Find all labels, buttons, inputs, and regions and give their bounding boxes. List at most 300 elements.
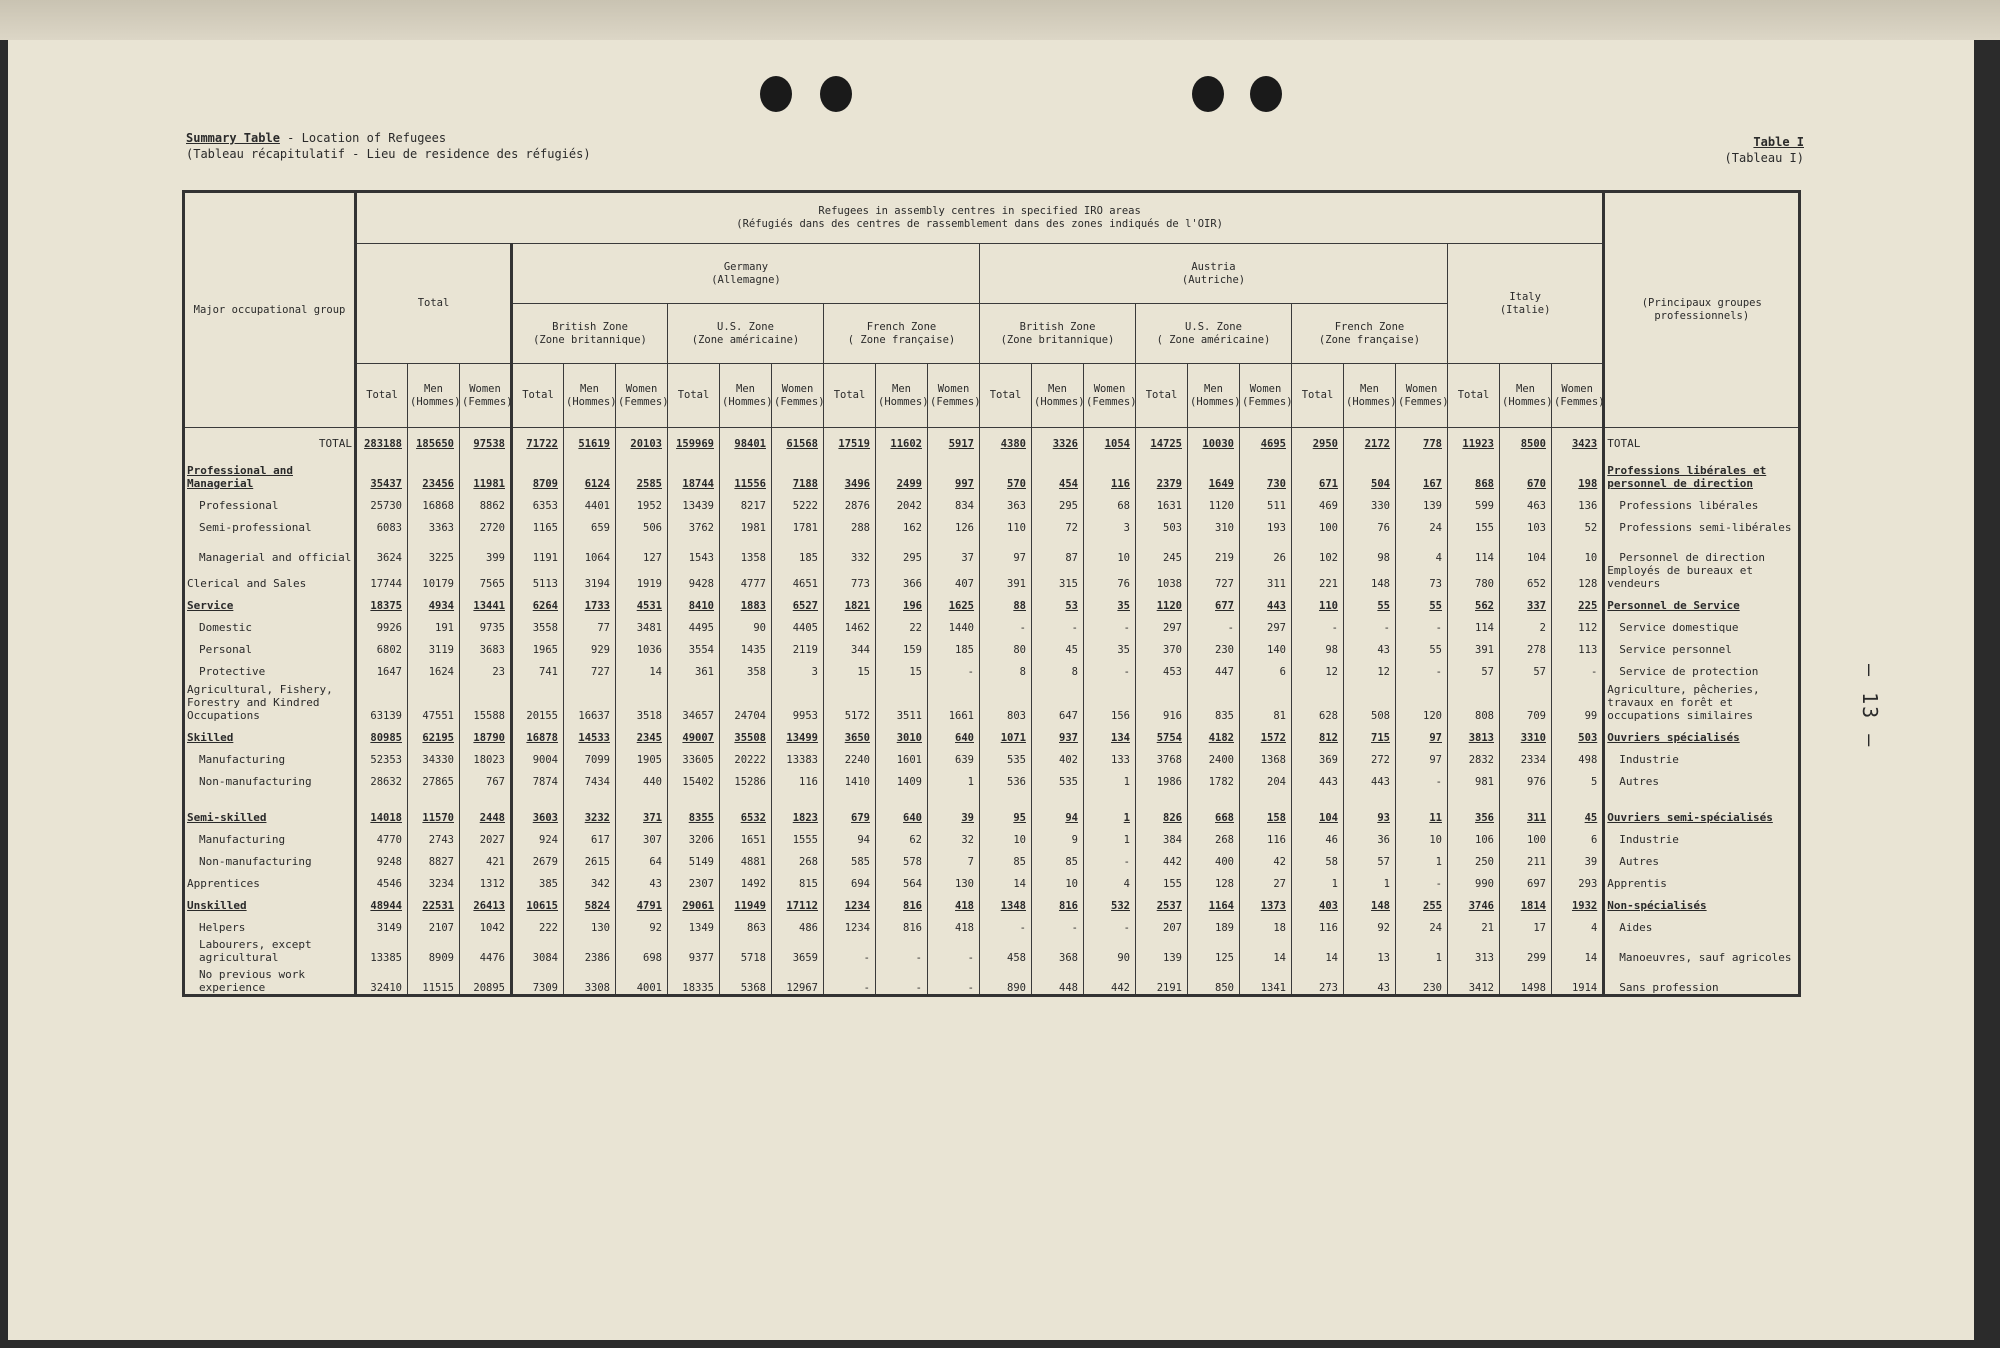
table-cell [772, 766, 824, 788]
cell-value: 1435 [740, 644, 766, 656]
table-cell [1292, 846, 1344, 868]
table-cell [824, 464, 876, 490]
cell-value: 12 [1377, 666, 1390, 678]
table-cell [460, 464, 512, 490]
table-cell [1448, 846, 1500, 868]
table-cell [1188, 934, 1240, 964]
table-cell [928, 512, 980, 534]
cell-value: 51619 [578, 438, 610, 450]
table-cell [1448, 912, 1500, 934]
cell-value: 8410 [688, 600, 714, 612]
cell-value: 4 [1123, 878, 1130, 890]
cell-value: 1631 [1156, 500, 1182, 512]
table-cell [1240, 634, 1292, 656]
table-cell [772, 788, 824, 802]
cell-value: 369 [1319, 754, 1338, 766]
table-cell [1344, 634, 1396, 656]
table-cell [1344, 846, 1396, 868]
table-cell [616, 766, 668, 788]
table-cell [512, 788, 564, 802]
table-cell [408, 612, 460, 634]
table-cell [1188, 490, 1240, 512]
table-cell [1552, 678, 1604, 722]
cell-value: 1234 [844, 900, 870, 912]
table-cell [668, 590, 720, 612]
cell-value: 55 [1429, 600, 1442, 612]
cell-value: 384 [1163, 834, 1182, 846]
cell-value: - [1019, 922, 1026, 934]
cell-value: 1373 [1260, 900, 1286, 912]
cell-value: 1781 [792, 522, 818, 534]
cell-value: 17744 [370, 578, 402, 590]
cell-value: 1071 [1000, 732, 1026, 744]
cell-value: 508 [1371, 710, 1390, 722]
row-label-text: Unskilled [187, 899, 247, 912]
cell-value: 77 [597, 622, 610, 634]
table-cell [1032, 634, 1084, 656]
cell-value: 13441 [473, 600, 505, 612]
table-cell [356, 450, 408, 464]
table-cell [876, 890, 928, 912]
cell-value: 196 [903, 600, 922, 612]
row-label-text: Clerical and Sales [187, 577, 307, 590]
table-cell [1084, 612, 1136, 634]
cell-value: 58 [1325, 856, 1338, 868]
table-cell [1500, 788, 1552, 802]
table-cell [720, 490, 772, 512]
table-cell [460, 564, 512, 590]
table-cell [1136, 868, 1188, 890]
table-cell [1396, 428, 1448, 451]
table-cell [1552, 564, 1604, 590]
cell-value: 28632 [370, 776, 402, 788]
table-cell [1396, 766, 1448, 788]
row-label-text: TOTAL [318, 437, 352, 450]
table-cell [1136, 722, 1188, 744]
table-cell [772, 464, 824, 490]
cell-value: 1054 [1104, 438, 1130, 450]
table-row [184, 802, 1800, 824]
cell-value: 3624 [376, 552, 402, 564]
cell-value: 4 [1435, 552, 1442, 564]
cell-value: 32410 [370, 982, 402, 994]
table-cell [512, 678, 564, 722]
table-cell [1136, 912, 1188, 934]
cell-value: 20155 [526, 710, 558, 722]
table-cell [876, 678, 928, 722]
table-cell [356, 964, 408, 996]
table-cell [564, 846, 616, 868]
table-cell [564, 656, 616, 678]
table-cell [1396, 490, 1448, 512]
row-label [184, 766, 356, 788]
row-label-fr [1604, 590, 1800, 612]
cell-value: 1191 [532, 552, 558, 564]
table-cell [720, 428, 772, 451]
row-label-text: Skilled [187, 731, 234, 744]
refugee-table [182, 190, 1801, 997]
cell-value: 9926 [376, 622, 402, 634]
table-cell [1240, 678, 1292, 722]
cell-value: 863 [747, 922, 766, 934]
table-cell [1552, 824, 1604, 846]
cell-value: 1036 [636, 644, 662, 656]
sub-header-total-text: Total [1457, 389, 1490, 401]
table-cell [772, 612, 824, 634]
cell-value: 26413 [473, 900, 505, 912]
table-cell [356, 934, 408, 964]
table-cell [1240, 744, 1292, 766]
table-cell [1448, 428, 1500, 451]
table-cell [564, 868, 616, 890]
cell-value: 4182 [1208, 732, 1234, 744]
row-label [184, 634, 356, 656]
table-cell [1344, 590, 1396, 612]
table-cell [1136, 934, 1188, 964]
cell-value: 10 [1013, 834, 1026, 846]
table-cell [1552, 788, 1604, 802]
cell-value: 443 [1371, 776, 1390, 788]
table-cell [616, 934, 668, 964]
row-label-text: Professional and Managerial [187, 464, 293, 490]
table-cell [1240, 656, 1292, 678]
cell-value: 24 [1429, 922, 1442, 934]
cell-value: 1986 [1156, 776, 1182, 788]
cell-value: 8 [1019, 666, 1026, 678]
table-cell [824, 744, 876, 766]
cell-value: 440 [643, 776, 662, 788]
cell-value: 92 [649, 922, 662, 934]
zone-fr: (Zone britannique) [533, 333, 647, 346]
table-cell [772, 912, 824, 934]
table-row [184, 722, 1800, 744]
cell-value: 245 [1163, 552, 1182, 564]
cell-value: 57 [1377, 856, 1390, 868]
table-cell [1500, 512, 1552, 534]
table-row [184, 512, 1800, 534]
table-cell [1240, 934, 1292, 964]
cell-value: 1368 [1260, 754, 1286, 766]
row-label-fr-text: Service personnel [1619, 643, 1732, 656]
row-label-fr [1604, 802, 1800, 824]
table-cell [720, 766, 772, 788]
cell-value: 371 [643, 812, 662, 824]
table-cell [824, 868, 876, 890]
sub-header-total-text: Total [1145, 389, 1178, 401]
row-label-fr [1604, 744, 1800, 766]
cell-value: 3 [1123, 522, 1130, 534]
cell-value: 98 [1325, 644, 1338, 656]
cell-value: 295 [903, 552, 922, 564]
table-cell [1136, 512, 1188, 534]
cell-value: 8709 [532, 478, 558, 490]
table-cell [1344, 744, 1396, 766]
cell-value: 697 [1527, 878, 1546, 890]
table-cell [1396, 590, 1448, 612]
col-header-austria-french [1292, 304, 1448, 364]
table-cell [1084, 722, 1136, 744]
table-cell [720, 512, 772, 534]
cell-value: 61568 [786, 438, 818, 450]
table-cell [512, 766, 564, 788]
table-cell [1448, 722, 1500, 744]
row-label-fr-text: Apprentis [1607, 877, 1667, 890]
row-label-fr [1604, 512, 1800, 534]
cell-value: 148 [1371, 900, 1390, 912]
table-cell [720, 824, 772, 846]
table-cell [1500, 766, 1552, 788]
cell-value: 361 [695, 666, 714, 678]
table-body [184, 428, 1800, 996]
cell-value: 463 [1527, 500, 1546, 512]
table-cell [876, 464, 928, 490]
table-cell [980, 824, 1032, 846]
table-cell [668, 564, 720, 590]
row-label-text: Professional [199, 499, 279, 512]
zone-en: British Zone [1019, 320, 1096, 333]
row-label-fr-text: Autres [1619, 775, 1660, 788]
table-cell [512, 612, 564, 634]
sub-header-men [408, 364, 460, 428]
row-label [184, 612, 356, 634]
cell-value: 640 [955, 732, 974, 744]
table-cell [772, 964, 824, 996]
cell-value: 85 [1065, 856, 1078, 868]
table-cell [824, 512, 876, 534]
table-cell [460, 678, 512, 722]
col-header-austria-us [1136, 304, 1292, 364]
cell-value: 617 [591, 834, 610, 846]
cell-value: 43 [1377, 644, 1390, 656]
cell-value: 272 [1371, 754, 1390, 766]
sub-header-women-text: (Femmes) [774, 395, 825, 408]
table-cell [356, 512, 408, 534]
table-cell [512, 564, 564, 590]
sub-header-women-text: (Femmes) [618, 395, 669, 408]
table-cell [1240, 512, 1292, 534]
table-cell [668, 868, 720, 890]
table-cell [356, 722, 408, 744]
cell-value: 48944 [370, 900, 402, 912]
cell-value: 1572 [1260, 732, 1286, 744]
table-cell [824, 634, 876, 656]
sub-header-women-text: (Femmes) [1398, 395, 1449, 408]
cell-value: 400 [1215, 856, 1234, 868]
table-cell [1136, 656, 1188, 678]
table-cell [1136, 846, 1188, 868]
cell-value: 6 [1279, 666, 1286, 678]
table-cell [1032, 934, 1084, 964]
sub-header-men-text: (Hommes) [566, 395, 617, 408]
table-cell [1552, 766, 1604, 788]
sub-header-total [512, 364, 564, 428]
zone-en: U.S. Zone [717, 320, 774, 333]
row-label-fr-text: Professions libérales et personnel de direction [1607, 464, 1767, 490]
cell-value: 24704 [734, 710, 766, 722]
row-label-fr-text: Personnel de direction [1619, 551, 1765, 564]
cell-value: 162 [903, 522, 922, 534]
table-cell [1136, 490, 1188, 512]
cell-value: 778 [1423, 438, 1442, 450]
cell-value: 18744 [682, 478, 714, 490]
table-cell [720, 534, 772, 564]
cell-value: 741 [539, 666, 558, 678]
table-cell [1136, 464, 1188, 490]
table-cell [1032, 802, 1084, 824]
table-cell [928, 656, 980, 678]
table-cell [1292, 564, 1344, 590]
table-cell [1188, 564, 1240, 590]
row-label [184, 824, 356, 846]
row-label-fr [1604, 766, 1800, 788]
table-cell [356, 846, 408, 868]
table-cell [1448, 512, 1500, 534]
cell-value: 715 [1371, 732, 1390, 744]
cell-value: 1349 [688, 922, 714, 934]
table-cell [980, 534, 1032, 564]
sub-header-total-text: Total [833, 389, 866, 401]
cell-value: 222 [539, 922, 558, 934]
cell-value: 11556 [734, 478, 766, 490]
cell-value: 1782 [1208, 776, 1234, 788]
cell-value: 2386 [584, 952, 610, 964]
row-label [184, 868, 356, 890]
table-cell [772, 428, 824, 451]
zone-en: French Zone [866, 320, 937, 333]
table-cell [356, 744, 408, 766]
table-cell [1344, 868, 1396, 890]
sub-header-women [1240, 364, 1292, 428]
cell-value: 10 [1584, 552, 1598, 564]
table-cell [772, 846, 824, 868]
table-cell [564, 534, 616, 564]
table-cell [1188, 612, 1240, 634]
table-cell [512, 846, 564, 868]
cell-value: 76 [1377, 522, 1390, 534]
cell-value: 458 [1007, 952, 1026, 964]
table-cell [1448, 590, 1500, 612]
table-cell [1500, 612, 1552, 634]
cell-value: 4881 [740, 856, 766, 868]
col-header-austria [980, 244, 1448, 304]
sub-header-women [1396, 364, 1448, 428]
table-cell [1448, 564, 1500, 590]
cell-value: 15588 [473, 710, 505, 722]
cell-value: 3149 [376, 922, 402, 934]
sub-header-men-text: (Hommes) [1346, 395, 1397, 408]
table-cell [772, 490, 824, 512]
table-cell [564, 428, 616, 451]
row-label-text: Labourers, except agricultural [199, 938, 312, 964]
cell-value: 311 [1267, 578, 1286, 590]
table-cell [1500, 464, 1552, 490]
cell-value: 100 [1319, 522, 1338, 534]
sub-header-men [564, 364, 616, 428]
austria-en: Austria [1191, 260, 1236, 273]
table-cell [460, 656, 512, 678]
table-cell [616, 912, 668, 934]
table-cell [356, 656, 408, 678]
cell-value: 1 [1123, 834, 1130, 846]
cell-value: 330 [1371, 500, 1390, 512]
cell-value: 506 [643, 522, 662, 534]
table-cell [1136, 564, 1188, 590]
sub-header-women-text: Women [625, 382, 658, 395]
table-cell [1188, 464, 1240, 490]
cell-value: 916 [1163, 710, 1182, 722]
table-cell [1032, 656, 1084, 678]
sub-header-men-text: Men [892, 382, 911, 395]
zone-fr: ( Zone américaine) [1156, 333, 1271, 346]
cell-value: 127 [643, 552, 662, 564]
cell-value: 68 [1117, 500, 1130, 512]
cell-value: - [1071, 622, 1078, 634]
table-row [184, 824, 1800, 846]
table-cell [1500, 934, 1552, 964]
cell-value: 3650 [844, 732, 870, 744]
cell-value: 976 [1527, 776, 1546, 788]
cell-value: 1625 [948, 600, 974, 612]
cell-value: 90 [1117, 952, 1130, 964]
table-cell [1136, 450, 1188, 464]
table-cell [1396, 824, 1448, 846]
table-cell [564, 512, 616, 534]
table-cell [928, 868, 980, 890]
cell-value: 134 [1111, 732, 1130, 744]
table-cell [564, 912, 616, 934]
sub-header-women-text: (Femmes) [1086, 395, 1137, 408]
table-cell [1188, 788, 1240, 802]
cell-value: 4546 [376, 878, 402, 890]
sub-header-women [772, 364, 824, 428]
sub-header-row [184, 364, 1800, 428]
cell-value: 297 [1267, 622, 1286, 634]
table-cell [668, 512, 720, 534]
cell-value: 835 [1215, 710, 1234, 722]
cell-value: - [1435, 622, 1442, 634]
sub-header-men-text: Men [1360, 382, 1379, 395]
cell-value: 9248 [376, 856, 402, 868]
table-cell [824, 934, 876, 964]
sub-header-men-text: (Hommes) [410, 395, 461, 408]
table-cell [616, 656, 668, 678]
cell-value: 1543 [688, 552, 714, 564]
cell-value: 43 [1377, 982, 1390, 994]
row-label [184, 934, 356, 964]
table-cell [1500, 450, 1552, 464]
cell-value: 311 [1527, 812, 1546, 824]
cell-value: 36 [1377, 834, 1390, 846]
cell-value: 1624 [428, 666, 454, 678]
row-label-fr-text: TOTAL [1607, 437, 1641, 450]
table-cell [1396, 534, 1448, 564]
table-cell [512, 934, 564, 964]
cell-value: 110 [1319, 600, 1338, 612]
cell-value: - [1227, 622, 1234, 634]
row-label [184, 656, 356, 678]
table-cell [1500, 722, 1552, 744]
table-cell [668, 490, 720, 512]
cell-value: 98 [1377, 552, 1390, 564]
cell-value: 2172 [1364, 438, 1390, 450]
cell-value: 250 [1475, 856, 1494, 868]
sub-header-men-text: Men [580, 382, 599, 395]
cell-value: 13439 [682, 500, 714, 512]
table-cell [1136, 634, 1188, 656]
cell-value: - [863, 952, 870, 964]
table-cell [356, 788, 408, 802]
cell-value: 310 [1215, 522, 1234, 534]
